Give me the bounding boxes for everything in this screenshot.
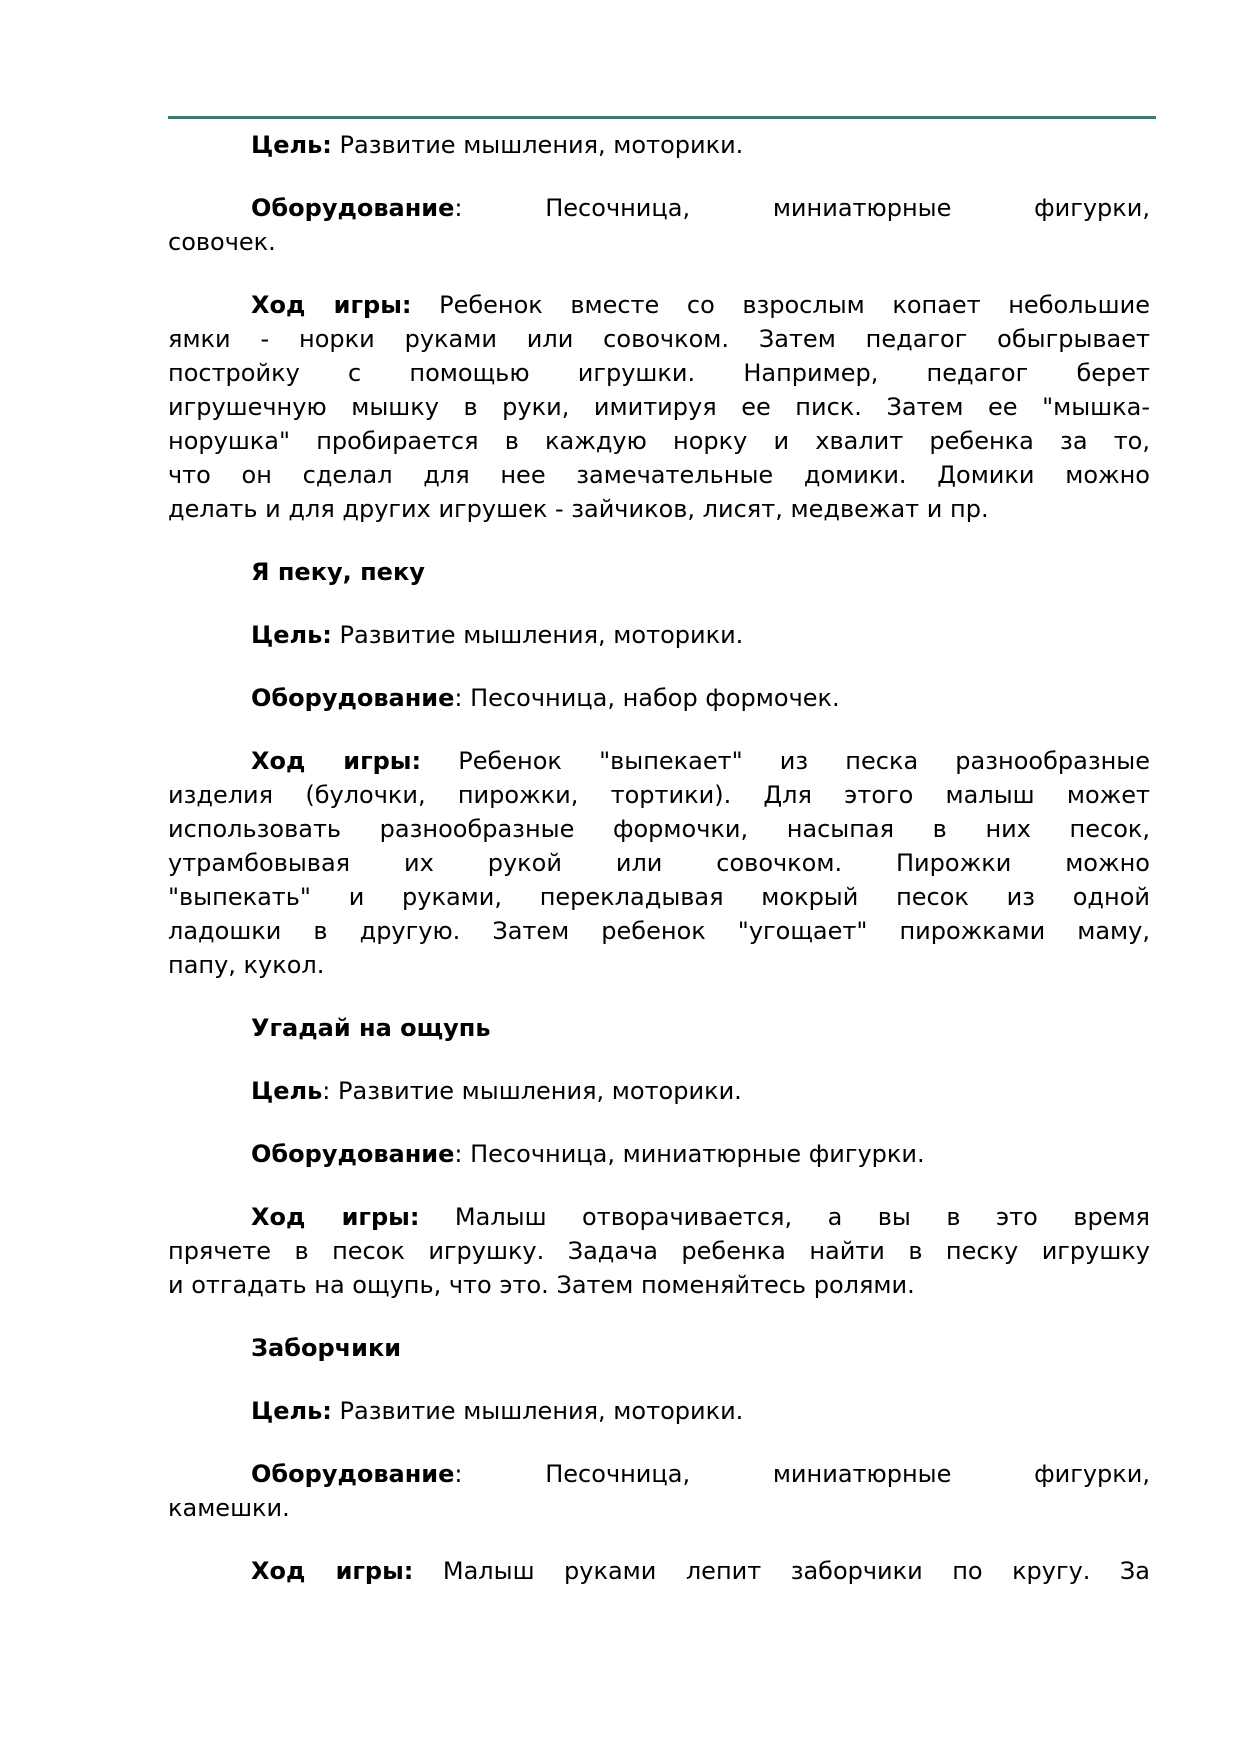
text-line: [168, 1554, 1150, 1588]
paragraph: [168, 1200, 1150, 1302]
text-line: [168, 618, 1150, 652]
field-label: Ход игры:: [251, 1557, 414, 1585]
paragraph: [168, 744, 1150, 982]
line-text: Песочница, миниатюрные фигурки,: [462, 194, 1150, 222]
line-text: совочек.: [168, 228, 276, 256]
line-text: прячете в песок игрушку. Задача ребенка найти в песку игрушку: [168, 1237, 1150, 1265]
text-line: [168, 288, 1150, 322]
field-label: Цель:: [251, 621, 332, 649]
line-text: делать и для других игрушек - зайчиков, лисят, медвежат и пр.: [168, 495, 989, 523]
text-line: [168, 914, 1150, 948]
line-text: Малыш отворачивается, а вы в это время: [419, 1203, 1150, 1231]
text-line: [168, 880, 1150, 914]
text-line: [168, 778, 1150, 812]
text-line: [168, 424, 1150, 458]
text-line: [168, 492, 1150, 526]
label-separator: :: [322, 1077, 331, 1105]
field-label: Ход игры:: [251, 747, 422, 775]
text-line: [168, 1268, 1150, 1302]
line-text: Ребенок вместе со взрослым копает небольшие: [411, 291, 1150, 319]
line-text: ладошки в другую. Затем ребенок "угощает" пирожками маму,: [168, 917, 1150, 945]
text-line: [168, 1491, 1150, 1525]
line-text: Развитие мышления, моторики.: [330, 1077, 742, 1105]
line-text: Развитие мышления, моторики.: [331, 131, 744, 159]
text-line: [168, 1457, 1150, 1491]
section-title: Угадай на ощупь: [251, 1014, 491, 1042]
line-text: Песочница, миниатюрные фигурки.: [462, 1140, 925, 1168]
paragraph: [168, 1457, 1150, 1525]
text-line: [168, 1234, 1150, 1268]
text-line: [168, 812, 1150, 846]
line-text: камешки.: [168, 1494, 290, 1522]
header-rule: [168, 116, 1156, 119]
paragraph: [168, 1137, 1150, 1171]
label-separator: :: [454, 1140, 463, 1168]
text-line: [168, 356, 1150, 390]
text-line: [168, 1200, 1150, 1234]
text-line: [168, 681, 1150, 715]
text-line: [168, 128, 1150, 162]
field-label: Оборудование: [251, 684, 455, 712]
text-line: [168, 191, 1150, 225]
label-separator: :: [454, 1460, 463, 1488]
line-text: изделия (булочки, пирожки, тортики). Для этого малыш может: [168, 781, 1150, 809]
paragraph: [168, 618, 1150, 652]
line-text: использовать разнообразные формочки, насыпая в них песок,: [168, 815, 1150, 843]
field-label: Ход игры:: [251, 1203, 420, 1231]
line-text: Развитие мышления, моторики.: [331, 1397, 744, 1425]
line-text: "выпекать" и руками, перекладывая мокрый песок из одной: [168, 883, 1150, 911]
text-line: [168, 390, 1150, 424]
label-separator: :: [454, 684, 463, 712]
paragraph: [168, 288, 1150, 526]
field-label: Ход игры:: [251, 291, 412, 319]
text-line: [168, 225, 1150, 259]
paragraph: [168, 1074, 1150, 1108]
line-text: Развитие мышления, моторики.: [331, 621, 744, 649]
line-text: игрушечную мышку в руки, имитируя ее писк. Затем ее "мышка-: [168, 393, 1150, 421]
text-line: [168, 744, 1150, 778]
text-line: [168, 322, 1150, 356]
paragraph: [168, 1554, 1150, 1588]
text-line: [168, 1074, 1150, 1108]
document-body: [168, 128, 1150, 1588]
field-label: Цель:: [251, 1397, 332, 1425]
line-text: ямки - норки руками или совочком. Затем педагог обыгрывает: [168, 325, 1150, 353]
text-line: [168, 1137, 1150, 1171]
line-text: Малыш руками лепит заборчики по кругу. За: [413, 1557, 1151, 1585]
line-text: папу, кукол.: [168, 951, 325, 979]
field-label: Оборудование: [251, 1140, 455, 1168]
line-text: что он сделал для нее замечательные домики. Домики можно: [168, 461, 1150, 489]
text-line: [168, 458, 1150, 492]
line-text: утрамбовывая их рукой или совочком. Пирожки можно: [168, 849, 1150, 877]
line-text: норушка" пробирается в каждую норку и хвалит ребенка за то,: [168, 427, 1150, 455]
text-line: [168, 846, 1150, 880]
line-text: и отгадать на ощупь, что это. Затем поменяйтесь ролями.: [168, 1271, 915, 1299]
field-label: Оборудование: [251, 194, 455, 222]
label-separator: :: [454, 194, 463, 222]
text-line: [168, 1394, 1150, 1428]
field-label: Оборудование: [251, 1460, 455, 1488]
field-label: Цель: [251, 1077, 323, 1105]
section-title: Я пеку, пеку: [251, 558, 425, 586]
text-line: [168, 948, 1150, 982]
line-text: Ребенок "выпекает" из песка разнообразные: [421, 747, 1150, 775]
paragraph: [168, 191, 1150, 259]
line-text: Песочница, миниатюрные фигурки,: [462, 1460, 1150, 1488]
section-title: Заборчики: [251, 1334, 402, 1362]
line-text: постройку с помощью игрушки. Например, педагог берет: [168, 359, 1150, 387]
field-label: Цель:: [251, 131, 332, 159]
paragraph: [168, 681, 1150, 715]
paragraph: [168, 128, 1150, 162]
line-text: Песочница, набор формочек.: [462, 684, 840, 712]
paragraph: [168, 1394, 1150, 1428]
